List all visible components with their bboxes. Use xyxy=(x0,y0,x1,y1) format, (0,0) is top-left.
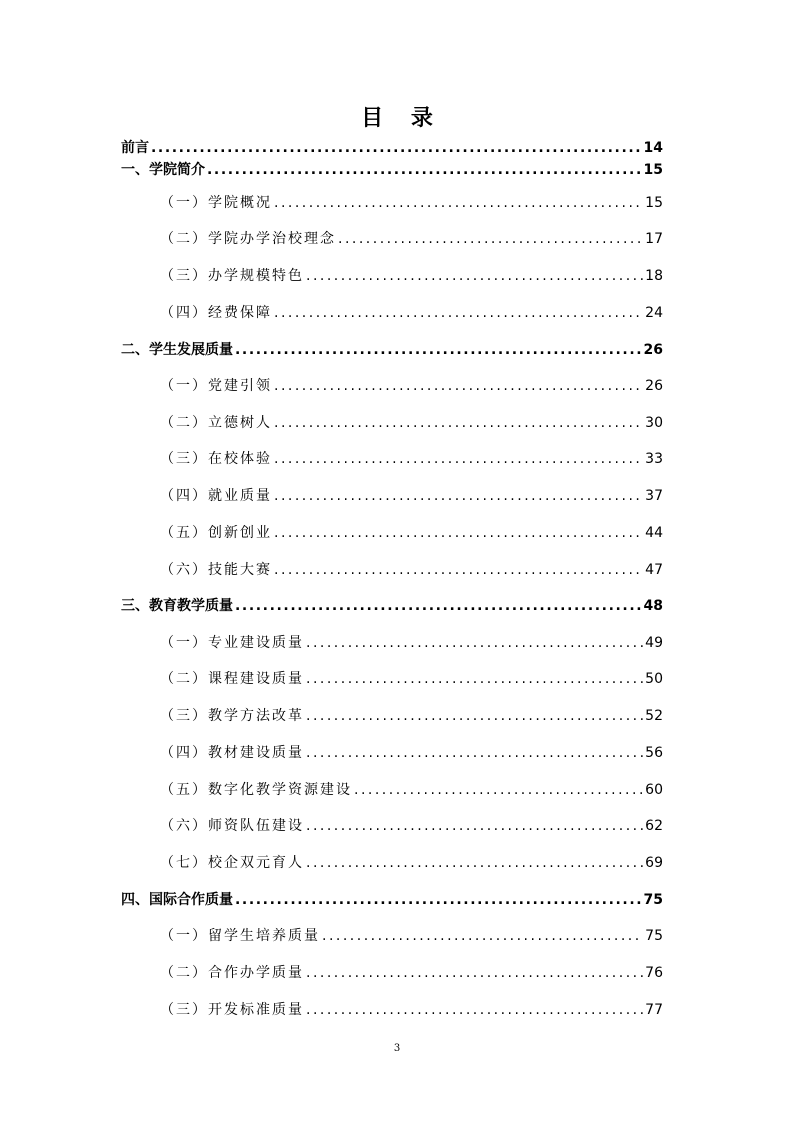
dot-leader xyxy=(306,816,643,836)
toc-entry-subsection[interactable] xyxy=(160,413,663,433)
toc-entry-subsection[interactable] xyxy=(160,706,663,726)
toc-entry-page: 60 xyxy=(645,782,663,798)
dot-leader xyxy=(306,706,643,726)
toc-entry-subsection[interactable] xyxy=(160,963,663,983)
toc-entry-section-1[interactable] xyxy=(121,160,663,180)
toc-entry-label: （二）课程建设质量 xyxy=(160,671,304,687)
dot-leader xyxy=(274,303,643,323)
toc-entry-label: （五）数字化教学资源建设 xyxy=(160,782,352,798)
toc-entry-subsection[interactable] xyxy=(160,926,663,946)
dot-leader xyxy=(322,926,643,946)
toc-entry-subsection[interactable] xyxy=(160,743,663,763)
dot-leader xyxy=(151,138,642,158)
page-title: 目 录 xyxy=(361,106,443,131)
toc-entry-page: 26 xyxy=(643,342,663,358)
toc-entry-label: （二）立德树人 xyxy=(160,415,272,431)
toc-entry-label: （三）教学方法改革 xyxy=(160,708,304,724)
toc-entry-page: 77 xyxy=(645,1002,663,1018)
toc-entry-label: （三）办学规模特色 xyxy=(160,268,304,284)
toc-entry-subsection[interactable] xyxy=(160,669,663,689)
toc-entry-page: 17 xyxy=(645,231,663,247)
toc-entry-label: （三）在校体验 xyxy=(160,451,272,467)
toc-entry-page: 50 xyxy=(645,671,663,687)
toc-entry-label: （四）就业质量 xyxy=(160,488,272,504)
toc-entry-label: 四、国际合作质量 xyxy=(121,892,233,908)
toc-entry-label: 三、教育教学质量 xyxy=(121,598,233,614)
toc-entry-label: （六）技能大赛 xyxy=(160,562,272,578)
dot-leader xyxy=(274,523,643,543)
toc-entry-label: 前言 xyxy=(121,140,149,156)
toc-entry-subsection[interactable] xyxy=(160,486,663,506)
dot-leader xyxy=(306,633,643,653)
toc-entry-subsection[interactable] xyxy=(160,560,663,580)
toc-entry-subsection[interactable] xyxy=(160,780,663,800)
toc-entry-subsection[interactable] xyxy=(160,523,663,543)
toc-entry-page: 52 xyxy=(645,708,663,724)
dot-leader xyxy=(306,963,643,983)
toc-entry-page: 44 xyxy=(645,525,663,541)
dot-leader xyxy=(306,669,643,689)
toc-entry-page: 76 xyxy=(645,965,663,981)
dot-leader xyxy=(274,560,643,580)
toc-entry-subsection[interactable] xyxy=(160,229,663,249)
toc-entry-label: （二）学院办学治校理念 xyxy=(160,231,336,247)
toc-entry-label: （一）党建引领 xyxy=(160,378,272,394)
toc-entry-label: 一、学院简介 xyxy=(121,162,205,178)
toc-entry-label: 二、学生发展质量 xyxy=(121,342,233,358)
toc-entry-page: 37 xyxy=(645,488,663,504)
toc-entry-page: 30 xyxy=(645,415,663,431)
toc-entry-page: 18 xyxy=(645,268,663,284)
dot-leader xyxy=(306,1000,643,1020)
page-number: 3 xyxy=(393,1043,401,1054)
toc-entry-page: 26 xyxy=(645,378,663,394)
toc-entry-label: （二）合作办学质量 xyxy=(160,965,304,981)
dot-leader xyxy=(338,229,643,249)
dot-leader xyxy=(274,193,643,213)
dot-leader xyxy=(207,160,642,180)
toc-entry-foreword[interactable] xyxy=(121,138,663,158)
dot-leader xyxy=(274,376,643,396)
toc-entry-subsection[interactable] xyxy=(160,1000,663,1020)
toc-entry-label: （七）校企双元育人 xyxy=(160,855,304,871)
toc-entry-subsection[interactable] xyxy=(160,853,663,873)
dot-leader xyxy=(274,449,643,469)
toc-entry-page: 14 xyxy=(643,140,663,156)
toc-entry-subsection[interactable] xyxy=(160,816,663,836)
toc-entry-section-3[interactable] xyxy=(121,596,663,616)
dot-leader xyxy=(274,413,643,433)
toc-entry-page: 75 xyxy=(643,892,663,908)
toc-entry-label: （一）专业建设质量 xyxy=(160,635,304,651)
toc-entry-label: （三）开发标准质量 xyxy=(160,1002,304,1018)
toc-entry-page: 75 xyxy=(645,928,663,944)
toc-entry-page: 33 xyxy=(645,451,663,467)
dot-leader xyxy=(306,853,643,873)
toc-entry-page: 47 xyxy=(645,562,663,578)
toc-entry-page: 15 xyxy=(643,162,663,178)
toc-entry-subsection[interactable] xyxy=(160,633,663,653)
toc-entry-label: （四）经费保障 xyxy=(160,305,272,321)
dot-leader xyxy=(235,340,642,360)
toc-entry-page: 15 xyxy=(645,195,663,211)
toc-entry-section-2[interactable] xyxy=(121,340,663,360)
toc-entry-label: （一）留学生培养质量 xyxy=(160,928,320,944)
dot-leader xyxy=(235,890,642,910)
dot-leader xyxy=(235,596,642,616)
toc-entry-label: （一）学院概况 xyxy=(160,195,272,211)
toc-entry-page: 48 xyxy=(643,598,663,614)
toc-entry-label: （六）师资队伍建设 xyxy=(160,818,304,834)
toc-entry-label: （五）创新创业 xyxy=(160,525,272,541)
toc-entry-label: （四）教材建设质量 xyxy=(160,745,304,761)
toc-entry-subsection[interactable] xyxy=(160,376,663,396)
toc-entry-subsection[interactable] xyxy=(160,266,663,286)
toc-entry-subsection[interactable] xyxy=(160,193,663,213)
toc-entry-subsection[interactable] xyxy=(160,303,663,323)
toc-entry-page: 56 xyxy=(645,745,663,761)
dot-leader xyxy=(306,743,643,763)
toc-entry-page: 62 xyxy=(645,818,663,834)
toc-entry-page: 24 xyxy=(645,305,663,321)
toc-entry-section-4[interactable] xyxy=(121,890,663,910)
toc-entry-page: 49 xyxy=(645,635,663,651)
toc-entry-subsection[interactable] xyxy=(160,449,663,469)
dot-leader xyxy=(354,780,643,800)
dot-leader xyxy=(274,486,643,506)
dot-leader xyxy=(306,266,643,286)
toc-entry-page: 69 xyxy=(645,855,663,871)
